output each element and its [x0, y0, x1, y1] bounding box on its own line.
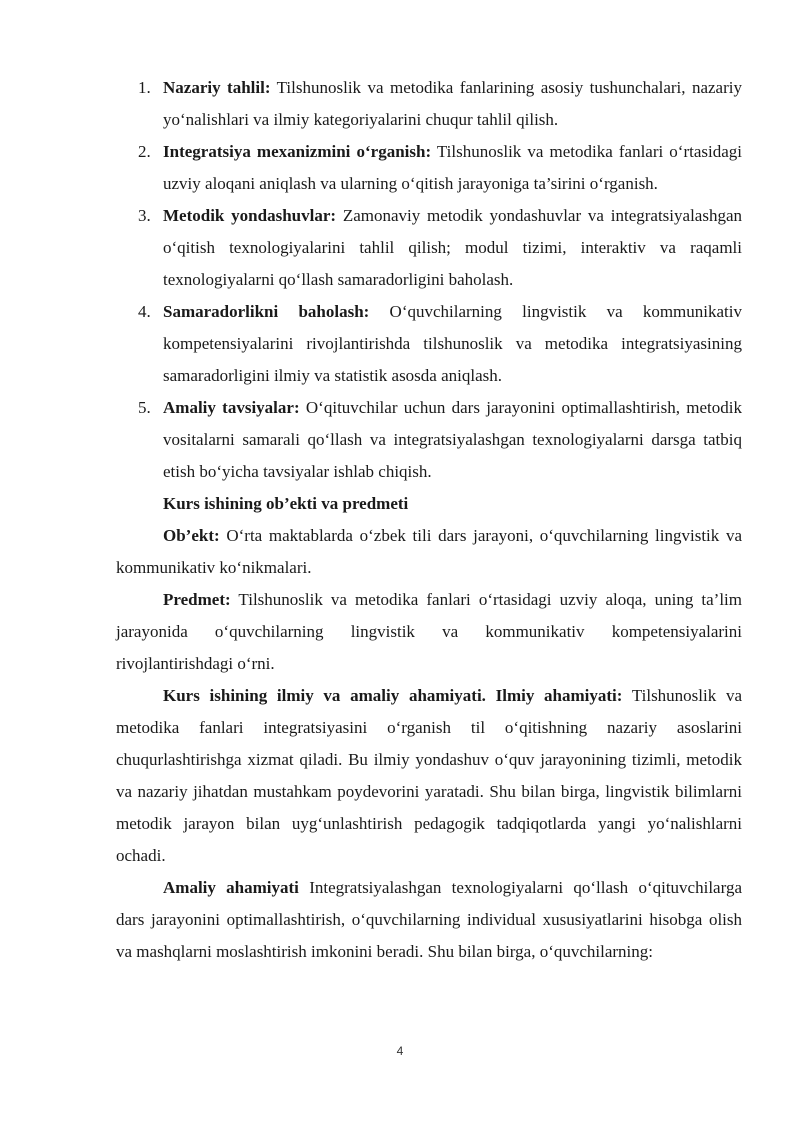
list-item-title: Integratsiya mexanizmini o‘rganish:: [163, 142, 432, 161]
list-item-text: Tilshunoslik va metodika fanlari o‘rtasidagi uzviy aloqani aniqlash va ularning o‘qitish jarayoniga ta’sirini o‘rganish.: [163, 142, 743, 193]
list-item-text: O‘qituvchilar uchun dars jarayonini optimallashtirish, metodik vositalarni samarali qo‘llash va integratsiyalashgan texnologiyalarni darsga tatbiq etish bo‘yicha tavsiyalar ishlab chiqish.: [163, 398, 742, 481]
list-item-text: O‘quvchilarning lingvistik va kommunikativ kompetensiyalarini rivojlantirishda tilshunoslik va metodika integratsiyasining samaradorligini ilmiy va statistik asosda aniqlash.: [163, 302, 742, 385]
list-item-title: Metodik yondashuvlar:: [163, 206, 337, 225]
page-content: [116, 72, 742, 968]
subject-paragraph: [116, 584, 742, 680]
list-item-title: Nazariy tahlil:: [163, 78, 271, 97]
practical-significance-text: Integratsiyalashgan texnologiyalarni qo‘llash o‘qituvchilarga dars jarayonini optimallashtirish, o‘quvchilarning individual xususiyatlarini hisobga olish va mashqlarni moslashtirish imkonini beradi. Shu bilan birga, o‘quvchilarning:: [116, 878, 742, 961]
object-paragraph: [116, 520, 742, 584]
list-item-text: Tilshunoslik va metodika fanlarining asosiy tushunchalari, nazariy yo‘nalishlari va ilmiy kategoriyalarini chuqur tahlil qilish.: [163, 78, 742, 129]
scientific-significance-label: Ilmiy ahamiyati:: [495, 686, 623, 705]
scientific-significance-text: Tilshunoslik va metodika fanlari integratsiyasini o‘rganish til o‘qitishning nazariy asoslarini chuqurlashtirishga xizmat qiladi. Bu ilmiy yondashuv o‘quv jarayonining tizimli, metodik va nazariy jihatdan mustahkam poydevorini yaratadi. Shu bilan birga, lingvistik bilimlarni metodik jarayon bilan uyg‘unlashtirish pedagogik tadqiqotlarda yangi yo‘nalishlarni ochadi.: [116, 686, 742, 865]
object-subject-heading: Kurs ishining ob’ekti va predmeti: [163, 494, 409, 513]
list-item-number: 4.: [138, 302, 151, 321]
list-item: [116, 200, 742, 296]
subject-text: Tilshunoslik va metodika fanlari o‘rtasidagi uzviy aloqa, uning ta’lim jarayonida o‘quvchilarning lingvistik va kommunikativ kompetensiyalarini rivojlantirishdagi o‘rni.: [116, 590, 742, 673]
list-item: [116, 296, 742, 392]
list-item-number: 2.: [138, 142, 151, 161]
practical-significance-label: Amaliy ahamiyati: [163, 878, 299, 897]
list-item-number: 5.: [138, 398, 151, 417]
list-item-number: 1.: [138, 78, 151, 97]
list-item-number: 3.: [138, 206, 151, 225]
list-item-title: Samaradorlikni baholash:: [163, 302, 370, 321]
research-tasks-list: [116, 72, 742, 488]
object-text: O‘rta maktablarda o‘zbek tili dars jarayoni, o‘quvchilarning lingvistik va kommunikativ ko‘nikmalari.: [116, 526, 742, 577]
list-item: [116, 72, 742, 136]
object-label: Ob’ekt:: [163, 526, 220, 545]
practical-paragraph: [116, 872, 742, 968]
page-number: 4: [396, 1044, 404, 1058]
significance-paragraph: [116, 680, 742, 872]
significance-heading: Kurs ishining ilmiy va amaliy ahamiyati.: [163, 686, 486, 705]
list-item-text: Zamonaviy metodik yondashuvlar va integratsiyalashgan o‘qitish texnologiyalarini tahlil qilish; modul tizimi, interaktiv va raqamli texnologiyalarni qo‘llash samaradorligini baholash.: [163, 206, 742, 289]
list-item: [116, 392, 742, 488]
list-item: [116, 136, 742, 200]
list-item-title: Amaliy tavsiyalar:: [163, 398, 300, 417]
subject-label: Predmet:: [163, 590, 231, 609]
